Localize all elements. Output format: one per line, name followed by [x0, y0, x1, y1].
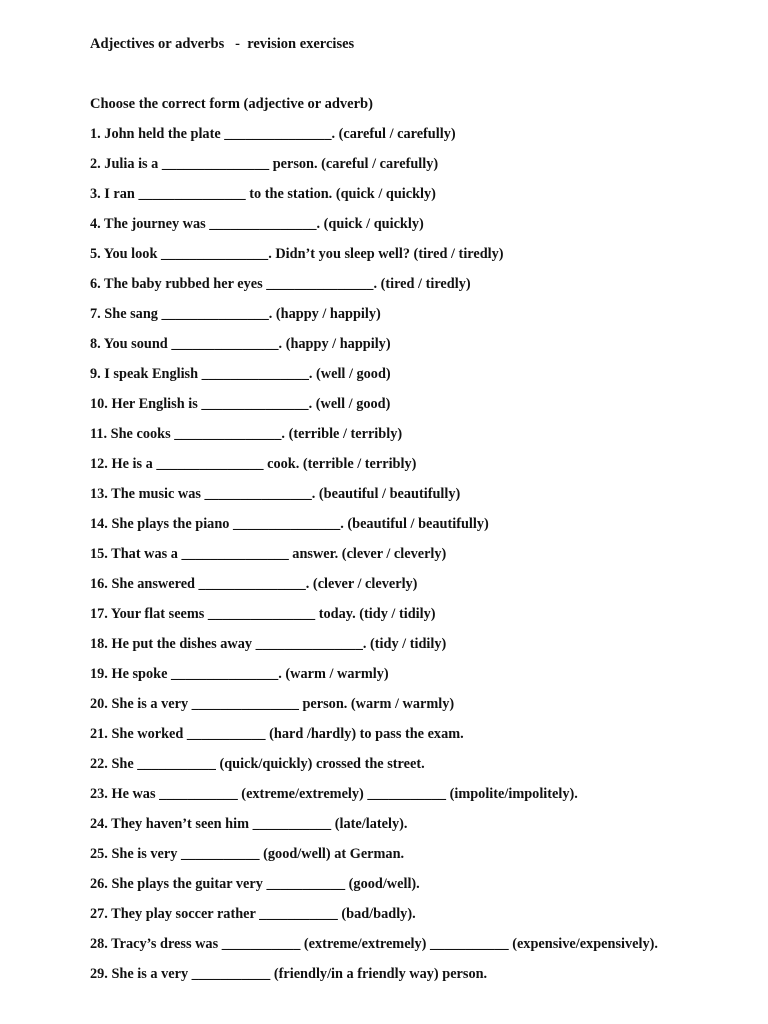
exercise-list: [90, 124, 730, 994]
exercise-item: 10. Her English is _______________. (well / good): [90, 396, 391, 412]
exercise-item: 2. Julia is a _______________ person. (careful / carefully): [90, 156, 439, 172]
exercise-item: 21. She worked ___________ (hard /hardly) to pass the exam.: [90, 726, 464, 742]
exercise-item: 17. Your flat seems _______________ today. (tidy / tidily): [90, 606, 436, 622]
exercise-item: 18. He put the dishes away _______________. (tidy / tidily): [90, 636, 447, 652]
exercise-item: 4. The journey was _______________. (quick / quickly): [90, 216, 424, 232]
exercise-instruction: Choose the correct form (adjective or adverb): [90, 96, 373, 112]
exercise-item: 28. Tracy’s dress was ___________ (extreme/extremely) ___________ (expensive/expensively).: [90, 936, 658, 952]
exercise-item: 23. He was ___________ (extreme/extremely) ___________ (impolite/impolitely).: [90, 786, 578, 802]
exercise-item: 11. She cooks _______________. (terrible / terribly): [90, 426, 403, 442]
exercise-item: 8. You sound _______________. (happy / happily): [90, 336, 391, 352]
exercise-item: 5. You look _______________. Didn’t you sleep well? (tired / tiredly): [90, 246, 504, 262]
exercise-item: 22. She ___________ (quick/quickly) crossed the street.: [90, 756, 425, 772]
document-title: Adjectives or adverbs - revision exercises: [90, 36, 355, 52]
exercise-item: 13. The music was _______________. (beautiful / beautifully): [90, 486, 461, 502]
exercise-item: 15. That was a _______________ answer. (clever / cleverly): [90, 546, 447, 562]
exercise-item: 20. She is a very _______________ person. (warm / warmly): [90, 696, 455, 712]
exercise-item: 29. She is a very ___________ (friendly/in a friendly way) person.: [90, 966, 488, 982]
exercise-item: 1. John held the plate _______________. (careful / carefully): [90, 126, 456, 142]
exercise-item: 7. She sang _______________. (happy / happily): [90, 306, 381, 322]
exercise-item: 27. They play soccer rather ___________ (bad/badly).: [90, 906, 416, 922]
exercise-item: 25. She is very ___________ (good/well) at German.: [90, 846, 405, 862]
exercise-item: 14. She plays the piano _______________. (beautiful / beautifully): [90, 516, 489, 532]
exercise-item: 19. He spoke _______________. (warm / warmly): [90, 666, 389, 682]
exercise-item: 6. The baby rubbed her eyes _______________. (tired / tiredly): [90, 276, 471, 292]
exercise-item: 16. She answered _______________. (clever / cleverly): [90, 576, 418, 592]
exercise-item: 12. He is a _______________ cook. (terrible / terribly): [90, 456, 417, 472]
exercise-item: 3. I ran _______________ to the station. (quick / quickly): [90, 186, 436, 202]
exercise-item: 24. They haven’t seen him ___________ (late/lately).: [90, 816, 408, 832]
document-page: [90, 34, 730, 994]
exercise-item: 26. She plays the guitar very ___________ (good/well).: [90, 876, 420, 892]
exercise-item: 9. I speak English _______________. (well / good): [90, 366, 391, 382]
